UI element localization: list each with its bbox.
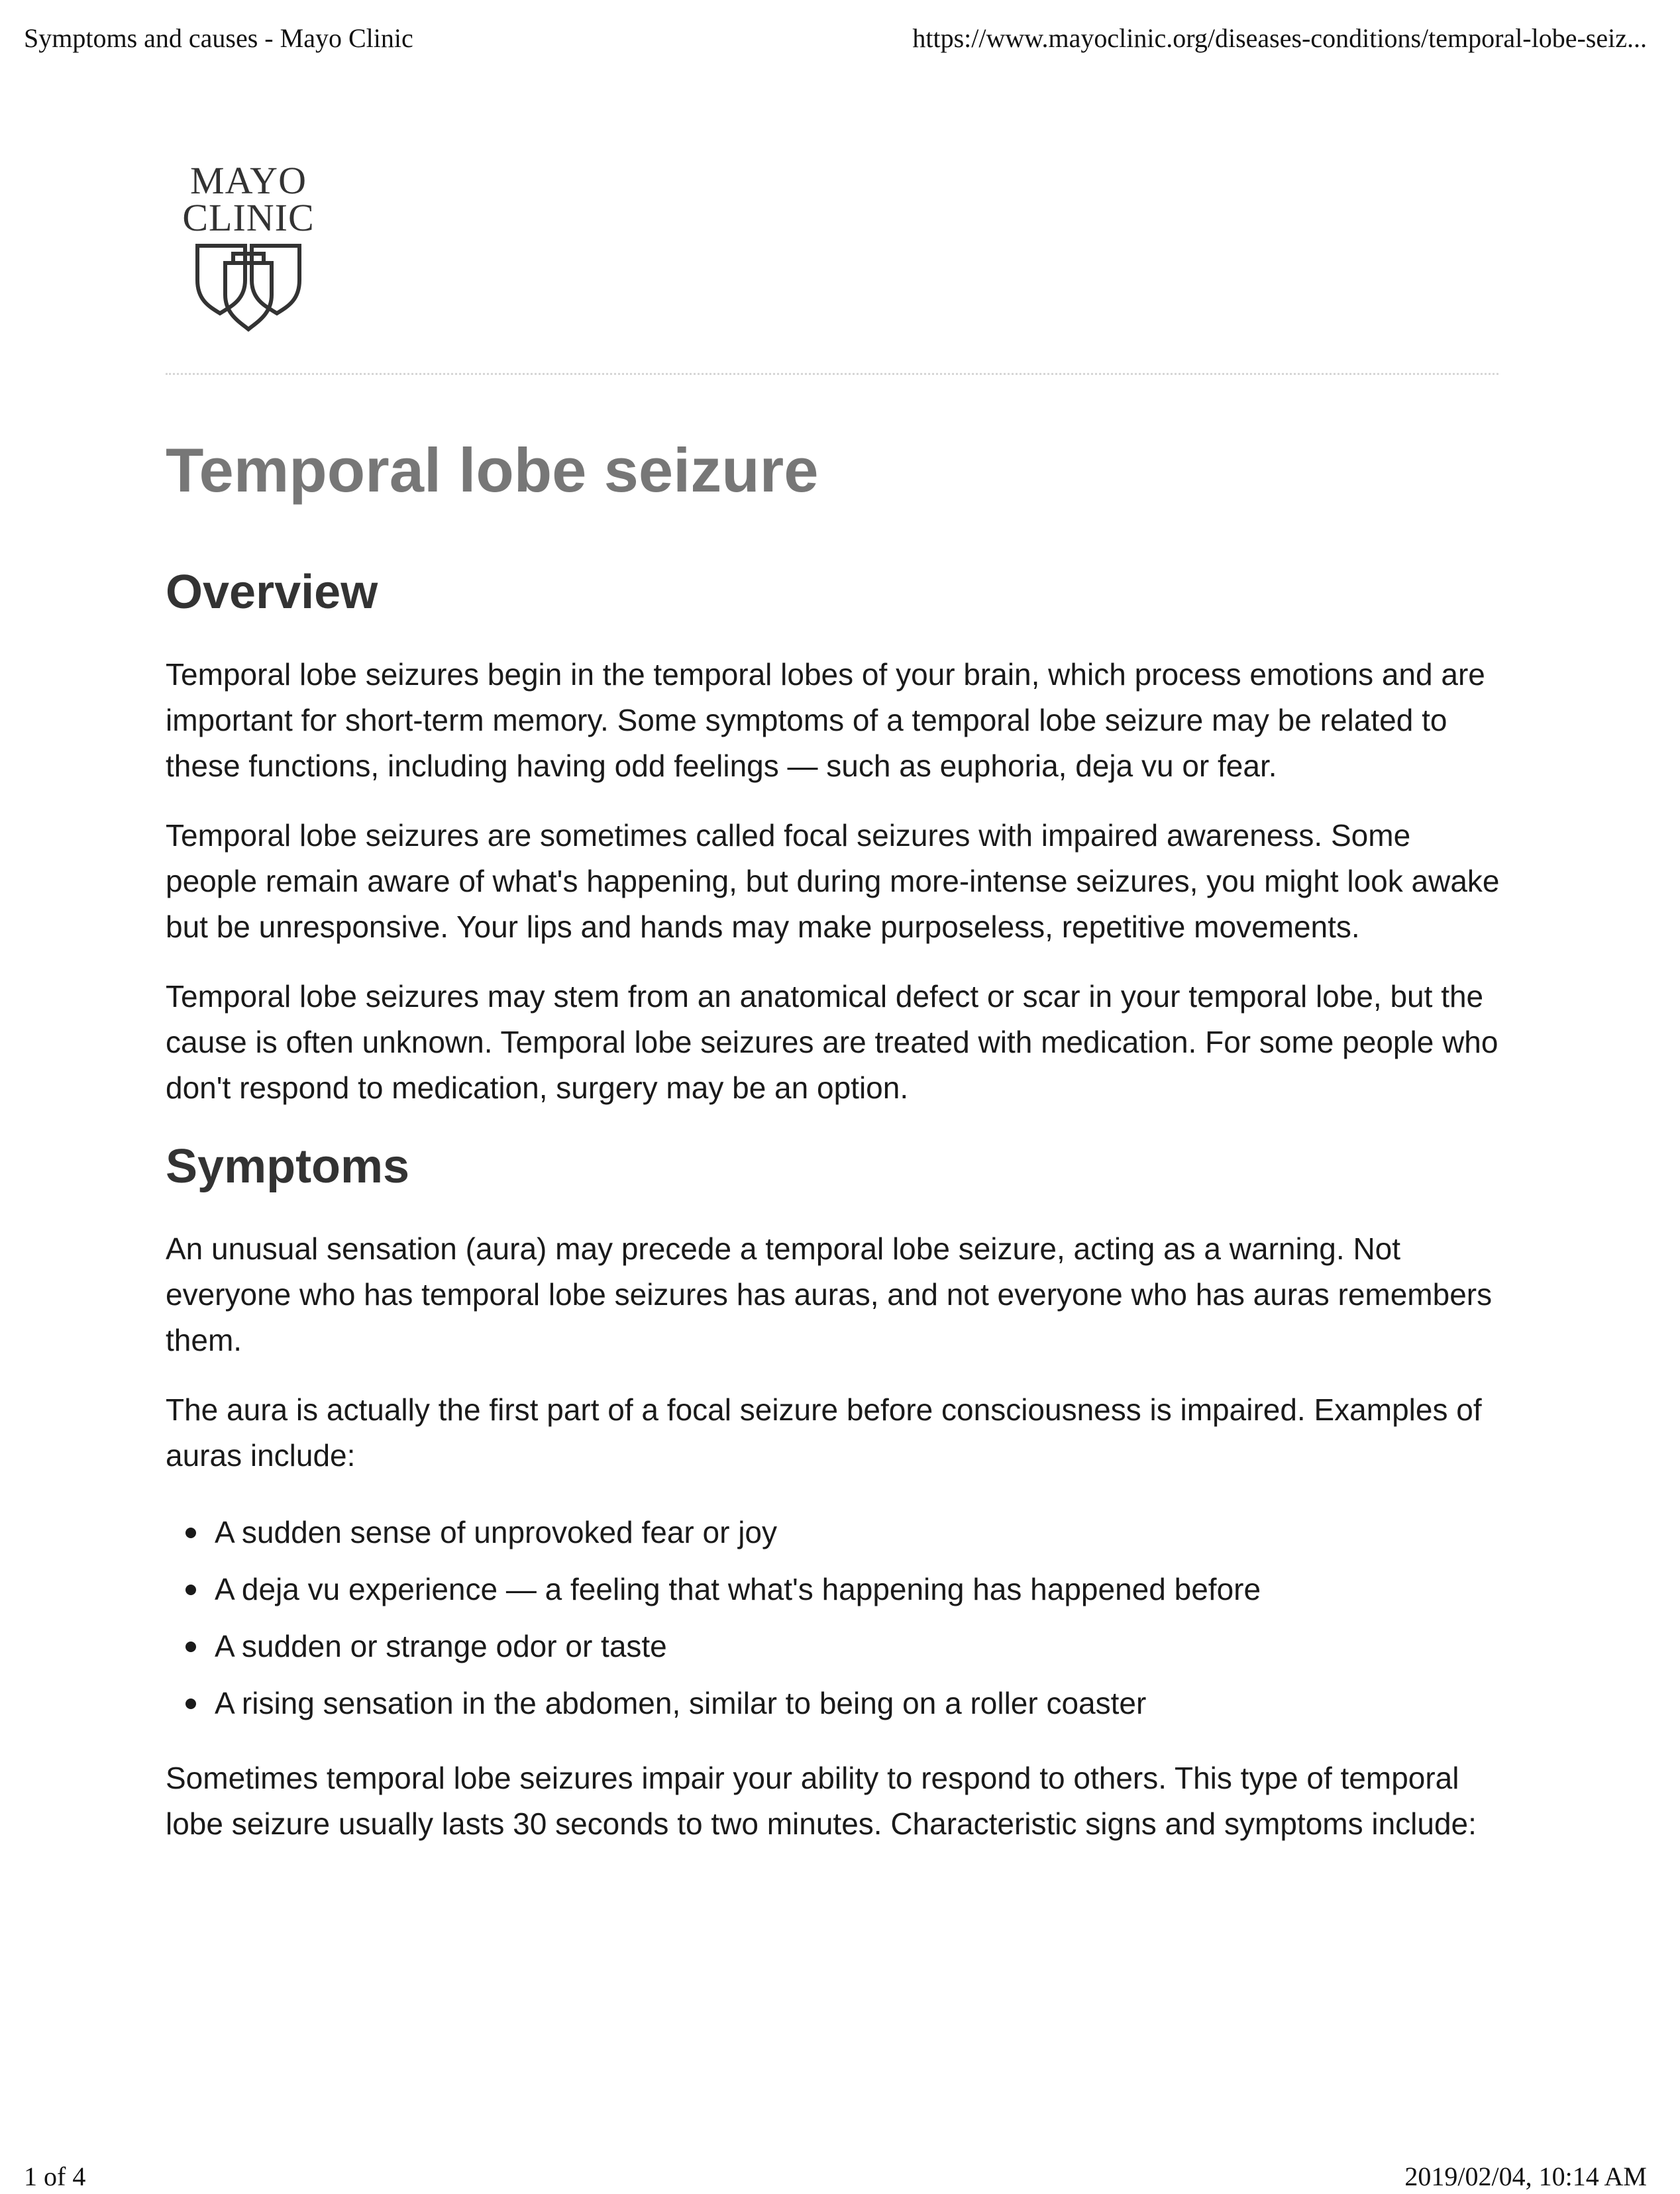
- list-item: [166, 1504, 1504, 1561]
- bullet-icon: [185, 1528, 196, 1538]
- print-footer: [0, 2161, 1680, 2194]
- symptoms-heading: Symptoms: [166, 1140, 410, 1193]
- aura-examples-list: [166, 1504, 1504, 1732]
- bullet-icon: [185, 1585, 196, 1595]
- print-header: [0, 23, 1680, 56]
- list-item-text: A sudden or strange odor or taste: [215, 1629, 667, 1663]
- page-number: 1 of 4: [24, 2162, 86, 2191]
- list-item-text: A rising sensation in the abdomen, similar to being on a roller coaster: [215, 1686, 1147, 1720]
- overview-paragraph-2: Temporal lobe seizures are sometimes called focal seizures with impaired awareness. Some people remain aware of what's happening, but during more-intense seizures, you might look awake but be unresponsive. Your lips and hands may make purposeless, repetitive movements.: [166, 818, 1500, 944]
- page-title: Temporal lobe seizure: [166, 435, 819, 505]
- list-item-text: A sudden sense of unprovoked fear or joy: [215, 1515, 778, 1549]
- list-item-text: A deja vu experience — a feeling that what's happening has happened before: [215, 1572, 1261, 1606]
- print-page-url: https://www.mayoclinic.org/diseases-conditions/temporal-lobe-seiz...: [912, 23, 1647, 53]
- symptoms-paragraph-1: An unusual sensation (aura) may precede a temporal lobe seizure, acting as a warning. Not everyone who has temporal lobe seizures has auras, and not everyone who has auras remembers them.: [166, 1231, 1493, 1357]
- overview-paragraph-1: Temporal lobe seizures begin in the temporal lobes of your brain, which process emotions and are important for short-term memory. Some symptoms of a temporal lobe seizure may be related to these functions, including having odd feelings — such as euphoria, deja vu or fear.: [166, 657, 1485, 783]
- symptoms-paragraph-2: The aura is actually the first part of a focal seizure before consciousness is impaired. Examples of auras include:: [166, 1392, 1482, 1473]
- bullet-icon: [185, 1642, 196, 1652]
- overview-paragraph-3: Temporal lobe seizures may stem from an anatomical defect or scar in your temporal lobe, but the cause is often unknown. Temporal lobe seizures are treated with medication. For some people who don't respond to medication, surgery may be an option.: [166, 979, 1498, 1105]
- list-item: [166, 1561, 1504, 1618]
- mayo-clinic-logo[interactable]: [166, 159, 331, 341]
- logo-line-2: CLINIC: [182, 196, 315, 239]
- list-item: [166, 1618, 1504, 1675]
- overview-heading: Overview: [166, 566, 378, 619]
- symptoms-paragraph-3: Sometimes temporal lobe seizures impair your ability to respond to others. This type of temporal lobe seizure usually lasts 30 seconds to two minutes. Characteristic signs and symptoms include:: [166, 1761, 1477, 1841]
- list-item: [166, 1675, 1504, 1732]
- article-content: [166, 424, 1504, 1847]
- print-timestamp: 2019/02/04, 10:14 AM: [1404, 2162, 1647, 2191]
- header-separator: [166, 373, 1498, 375]
- three-shields-icon: [166, 240, 331, 333]
- logo-line-1: MAYO: [190, 159, 307, 202]
- print-page-title: Symptoms and causes - Mayo Clinic: [24, 23, 413, 53]
- bullet-icon: [185, 1698, 196, 1709]
